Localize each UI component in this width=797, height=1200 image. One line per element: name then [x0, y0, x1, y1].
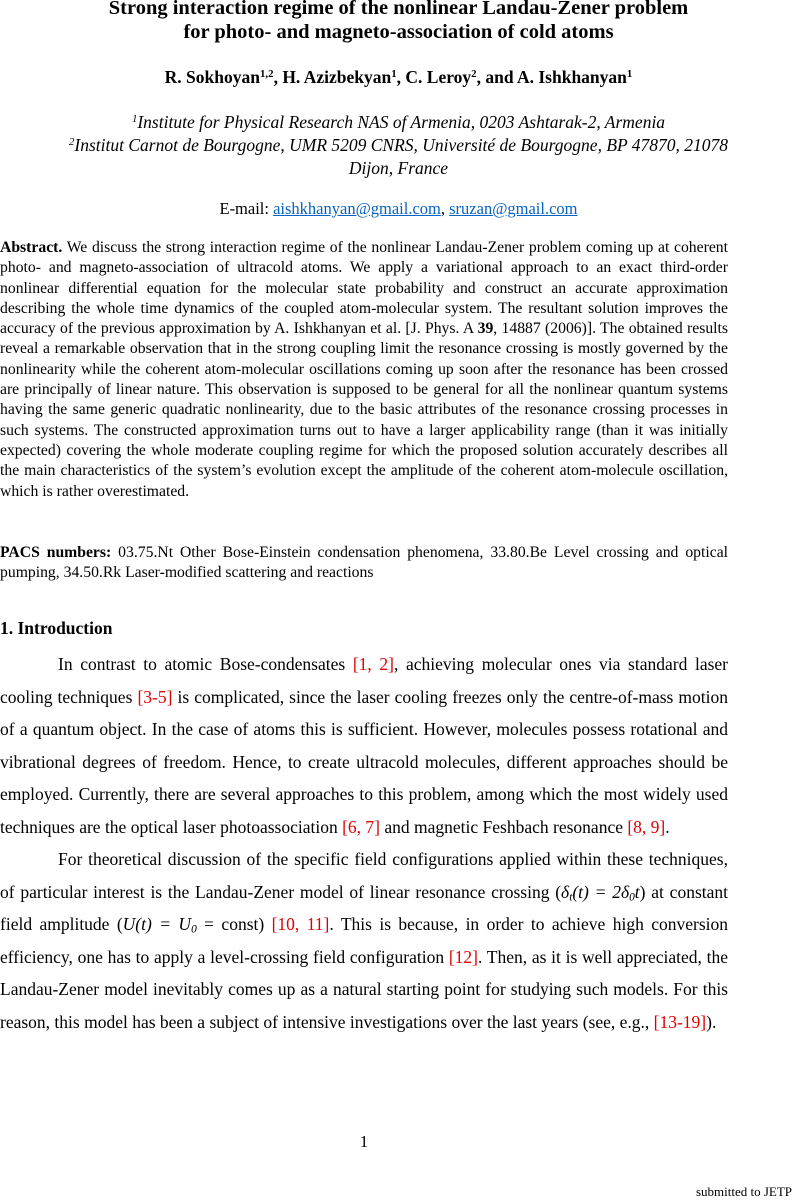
citation-link[interactable]: [12]: [448, 946, 478, 967]
affiliation-text: Institute for Physical Research NAS of Armenia, 0203 Ashtarak-2, Armenia: [137, 112, 666, 132]
abstract-volume: 39: [477, 320, 494, 338]
affiliation-2: [0, 134, 797, 157]
text-run: .: [665, 816, 670, 837]
submission-footer: submitted to JETP: [695, 1184, 792, 1199]
pacs-label: PACS numbers:: [0, 544, 112, 561]
affiliation-2-continued: Dijon, France: [348, 158, 449, 178]
title-line-1: Strong interaction regime of the nonlinear Landau-Zener problem: [108, 0, 689, 19]
email-label: E-mail:: [219, 199, 269, 218]
author-affiliation-mark: 1: [626, 68, 633, 81]
affiliations: [0, 111, 797, 180]
citation-link[interactable]: [6, 7]: [342, 816, 381, 837]
author-affiliation-mark: 1,2: [260, 68, 274, 81]
text-run: and magnetic Feshbach resonance: [380, 816, 628, 837]
author-name: R. Sokhoyan: [164, 67, 260, 87]
citation-link[interactable]: [10, 11]: [271, 914, 330, 934]
text-run: ) at constant field amplitude (: [0, 881, 728, 934]
section-heading: 1. Introduction: [0, 618, 113, 638]
abstract: [0, 238, 728, 502]
text-run: . This is because, in order to achieve high conversion efficiency, one has to apply a level-crossing field configuration: [0, 914, 729, 967]
affiliation-1: [0, 111, 797, 134]
paper-title: [0, 0, 797, 44]
page-number: 1: [359, 1132, 369, 1151]
abstract-label: Abstract.: [0, 239, 63, 256]
author-separator: ,: [396, 67, 406, 87]
text-run: ): [258, 914, 272, 934]
pacs-text: 03.75.Nt Other Bose-Einstein condensation phenomena, 33.80.Be Level crossing and optical pumping, 34.50.Rk Laser-modified scattering and reactions: [0, 544, 729, 582]
citation-link[interactable]: [3-5]: [137, 686, 173, 707]
text-run: . Then, as it is well appreciated, the Landau-Zener model inevitably comes up as a natural starting point for studying such models. For this reason, this model has been a subject of intensive investigations over the last years (see, e.g.,: [0, 946, 728, 1032]
text-run: , achieving molecular ones via standard laser cooling techniques: [0, 654, 729, 707]
author-affiliation-mark: 1: [391, 68, 397, 81]
author-affiliation-mark: 2: [471, 68, 477, 81]
author-name: A. Ishkhanyan: [516, 67, 627, 87]
text-run: In contrast to atomic Bose-condensates: [58, 654, 353, 674]
intro-paragraph-1: [0, 648, 728, 843]
pacs-numbers: [0, 543, 728, 584]
email-separator: ,: [440, 199, 450, 218]
intro-paragraph-2: [0, 843, 728, 1038]
affiliation-number: 1: [131, 113, 138, 126]
citation-link[interactable]: [1, 2]: [352, 654, 394, 674]
abstract-text: We discuss the strong interaction regime of the nonlinear Landau-Zener problem coming up at coherent photo- and magneto-association of ultracold atoms. We apply a variational approach to an exact third-order nonlinear differential equation for the molecular state probability and construct an accurate approximation describing the whole time dynamics of the coupled atom-molecular system. The resultant solution improves the accuracy of the previous approximation by A. Ishkhanyan et al. [J. Phys. A: [0, 239, 729, 338]
author-list: [0, 65, 797, 89]
author-name: C. Leroy: [405, 67, 472, 87]
email-line: [0, 198, 797, 220]
citation-link[interactable]: [13-19]: [653, 1011, 707, 1032]
introduction-body: [0, 648, 728, 1038]
text-run: ).: [706, 1011, 717, 1032]
email-link-1[interactable]: aishkhanyan@gmail.com: [273, 199, 441, 218]
text-run: is complicated, since the laser cooling freezes only the centre-of-mass motion of a quantum object. In the case of atoms this is sufficient. However, molecules possess rotational and vibrational degrees of freedom. Hence, to create ultracold molecules, different approaches should be employed. Currently, there are several approaches to this problem, among which the most widely used techniques are the optical laser photoassociation: [0, 686, 729, 837]
formula-amplitude: $U(t) = U_0$ = const: [122, 914, 259, 936]
title-line-2: for photo- and magneto-association of cold atoms: [183, 21, 614, 43]
author-separator: , and: [476, 67, 517, 87]
author-name: H. Azizbekyan: [282, 67, 392, 87]
email-link-2[interactable]: sruzan@gmail.com: [449, 199, 578, 218]
citation-link[interactable]: [8, 9]: [627, 816, 666, 837]
formula-detuning: $\delta_t(t) = 2\delta_0t$: [561, 881, 640, 903]
author-separator: ,: [273, 67, 283, 87]
abstract-text-cont: , 14887 (2006)]. The obtained results reveal a remarkable observation that in the strong coupling limit the resonance crossing is mostly governed by the nonlinearity while the coherent atom-molecular oscillations coming up soon after the resonance has been crossed are principally of linear nature. This observation is supposed to be general for all the nonlinear quantum systems having the same generic quadratic nonlinearity, due to the basic attributes of the resonance crossing processes in such systems. The constructed approximation turns out to have a larger applicability range (than it was initially expected) covering the whole moderate coupling regime for which the proposed solution accurately describes all the main characteristics of the system’s evolution except the amplitude of the coherent atom-molecule oscillation, which is rather overestimated.: [0, 320, 728, 500]
text-run: For theoretical discussion of the specific field configurations applied within these techniques, of particular interest is the Landau-Zener model of linear resonance crossing (: [0, 849, 728, 902]
affiliation-number: 2: [68, 136, 75, 149]
affiliation-text: Institut Carnot de Bourgogne, UMR 5209 CNRS, Université de Bourgogne, BP 47870, 21078: [74, 135, 729, 155]
